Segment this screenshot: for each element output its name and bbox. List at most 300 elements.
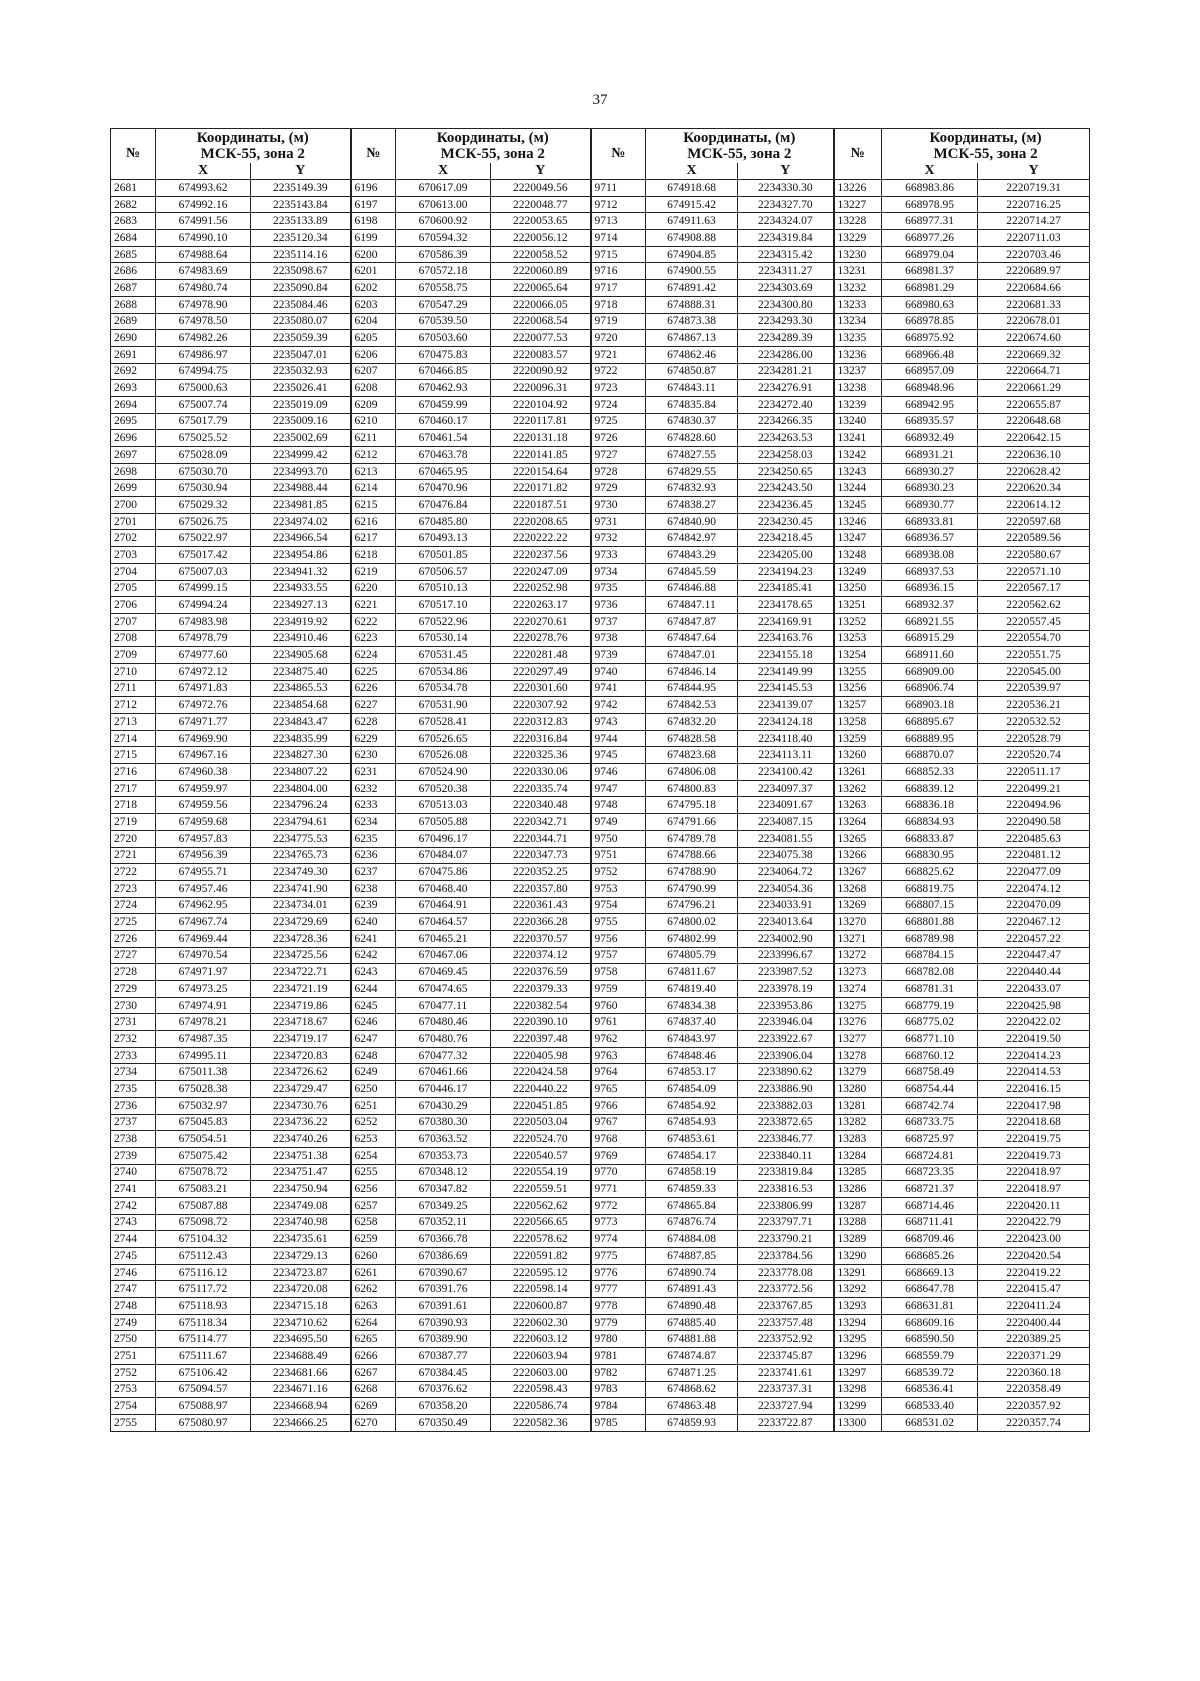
y-coordinate-cell: 2220411.24 — [978, 1298, 1090, 1315]
x-coordinate-cell: 668937.53 — [882, 563, 978, 580]
point-number-cell: 6256 — [351, 1181, 396, 1198]
x-coordinate-cell: 674854.93 — [646, 1114, 738, 1131]
point-number-cell: 9738 — [591, 630, 646, 647]
point-number-cell: 6260 — [351, 1248, 396, 1265]
point-number-cell: 9762 — [591, 1031, 646, 1048]
x-coordinate-cell: 670510.13 — [396, 580, 491, 597]
x-coordinate-cell: 674795.18 — [646, 797, 738, 814]
x-coordinate-cell: 675025.52 — [156, 430, 251, 447]
y-coordinate-cell: 2220557.45 — [978, 613, 1090, 630]
x-coordinate-cell: 668784.15 — [882, 947, 978, 964]
header-number: № — [111, 129, 156, 180]
y-coordinate-cell: 2234300.80 — [738, 296, 834, 313]
point-number-cell: 9765 — [591, 1081, 646, 1098]
point-number-cell: 2709 — [111, 647, 156, 664]
point-number-cell: 13299 — [834, 1398, 882, 1415]
table-row — [111, 513, 1090, 530]
x-coordinate-cell: 675098.72 — [156, 1214, 251, 1231]
point-number-cell: 13235 — [834, 330, 882, 347]
y-coordinate-cell: 2220397.48 — [491, 1031, 591, 1048]
point-number-cell: 13284 — [834, 1147, 882, 1164]
header-number: № — [351, 129, 396, 180]
y-coordinate-cell: 2233757.48 — [738, 1314, 834, 1331]
y-coordinate-cell: 2220532.52 — [978, 714, 1090, 731]
point-number-cell: 13249 — [834, 563, 882, 580]
point-number-cell: 2713 — [111, 714, 156, 731]
point-number-cell: 6236 — [351, 847, 396, 864]
table-row — [111, 613, 1090, 630]
y-coordinate-cell: 2234854.68 — [251, 697, 351, 714]
point-number-cell: 2746 — [111, 1264, 156, 1281]
x-coordinate-cell: 674885.40 — [646, 1314, 738, 1331]
y-coordinate-cell: 2234124.18 — [738, 714, 834, 731]
point-number-cell: 6250 — [351, 1081, 396, 1098]
header-x: X — [156, 163, 251, 180]
point-number-cell: 6264 — [351, 1314, 396, 1331]
point-number-cell: 9746 — [591, 764, 646, 781]
y-coordinate-cell: 2220131.18 — [491, 430, 591, 447]
y-coordinate-cell: 2234688.49 — [251, 1348, 351, 1365]
point-number-cell: 13231 — [834, 263, 882, 280]
point-number-cell: 13243 — [834, 463, 882, 480]
y-coordinate-cell: 2233784.56 — [738, 1248, 834, 1265]
point-number-cell: 6263 — [351, 1298, 396, 1315]
x-coordinate-cell: 668714.46 — [882, 1197, 978, 1214]
point-number-cell: 13253 — [834, 630, 882, 647]
point-number-cell: 9727 — [591, 447, 646, 464]
x-coordinate-cell: 670464.91 — [396, 897, 491, 914]
x-coordinate-cell: 670480.46 — [396, 1014, 491, 1031]
x-coordinate-cell: 668711.41 — [882, 1214, 978, 1231]
y-coordinate-cell: 2234974.02 — [251, 513, 351, 530]
x-coordinate-cell: 675054.51 — [156, 1131, 251, 1148]
point-number-cell: 6251 — [351, 1097, 396, 1114]
x-coordinate-cell: 675106.42 — [156, 1364, 251, 1381]
y-coordinate-cell: 2220582.36 — [491, 1414, 591, 1431]
point-number-cell: 2684 — [111, 230, 156, 247]
point-number-cell: 6218 — [351, 547, 396, 564]
point-number-cell: 6199 — [351, 230, 396, 247]
point-number-cell: 9764 — [591, 1064, 646, 1081]
y-coordinate-cell: 2234230.45 — [738, 513, 834, 530]
point-number-cell: 6227 — [351, 697, 396, 714]
x-coordinate-cell: 668979.04 — [882, 246, 978, 263]
point-number-cell: 6231 — [351, 764, 396, 781]
x-coordinate-cell: 675087.88 — [156, 1197, 251, 1214]
point-number-cell: 13264 — [834, 814, 882, 831]
x-coordinate-cell: 674846.88 — [646, 580, 738, 597]
table-row — [111, 1064, 1090, 1081]
header-x: X — [882, 163, 978, 180]
y-coordinate-cell: 2234715.18 — [251, 1298, 351, 1315]
x-coordinate-cell: 674973.25 — [156, 981, 251, 998]
x-coordinate-cell: 670477.11 — [396, 997, 491, 1014]
y-coordinate-cell: 2234981.85 — [251, 497, 351, 514]
table-row — [111, 630, 1090, 647]
y-coordinate-cell: 2220065.64 — [491, 280, 591, 297]
x-coordinate-cell: 674911.63 — [646, 213, 738, 230]
x-coordinate-cell: 670459.99 — [396, 396, 491, 413]
point-number-cell: 13263 — [834, 797, 882, 814]
y-coordinate-cell: 2220056.12 — [491, 230, 591, 247]
table-row — [111, 597, 1090, 614]
x-coordinate-cell: 670474.65 — [396, 981, 491, 998]
x-coordinate-cell: 668685.26 — [882, 1248, 978, 1265]
y-coordinate-cell: 2220208.65 — [491, 513, 591, 530]
y-coordinate-cell: 2220511.17 — [978, 764, 1090, 781]
y-coordinate-cell: 2234740.98 — [251, 1214, 351, 1231]
point-number-cell: 13258 — [834, 714, 882, 731]
x-coordinate-cell: 674846.14 — [646, 663, 738, 680]
point-number-cell: 2720 — [111, 830, 156, 847]
header-y: Y — [978, 163, 1090, 180]
x-coordinate-cell: 668932.37 — [882, 597, 978, 614]
point-number-cell: 13256 — [834, 680, 882, 697]
point-number-cell: 9714 — [591, 230, 646, 247]
y-coordinate-cell: 2234718.67 — [251, 1014, 351, 1031]
x-coordinate-cell: 668870.07 — [882, 747, 978, 764]
x-coordinate-cell: 670352.11 — [396, 1214, 491, 1231]
x-coordinate-cell: 674843.29 — [646, 547, 738, 564]
x-coordinate-cell: 674971.97 — [156, 964, 251, 981]
y-coordinate-cell: 2234263.53 — [738, 430, 834, 447]
table-row — [111, 914, 1090, 931]
point-number-cell: 2707 — [111, 613, 156, 630]
x-coordinate-cell: 670464.57 — [396, 914, 491, 931]
x-coordinate-cell: 674800.02 — [646, 914, 738, 931]
y-coordinate-cell: 2234236.45 — [738, 497, 834, 514]
table-row — [111, 563, 1090, 580]
y-coordinate-cell: 2220247.09 — [491, 563, 591, 580]
point-number-cell: 6234 — [351, 814, 396, 831]
x-coordinate-cell: 670460.17 — [396, 413, 491, 430]
header-y: Y — [738, 163, 834, 180]
point-number-cell: 13260 — [834, 747, 882, 764]
point-number-cell: 2692 — [111, 363, 156, 380]
table-row — [111, 296, 1090, 313]
point-number-cell: 6207 — [351, 363, 396, 380]
y-coordinate-cell: 2234272.40 — [738, 396, 834, 413]
y-coordinate-cell: 2235143.84 — [251, 196, 351, 213]
x-coordinate-cell: 675011.38 — [156, 1064, 251, 1081]
x-coordinate-cell: 674982.26 — [156, 330, 251, 347]
point-number-cell: 13268 — [834, 880, 882, 897]
table-row — [111, 680, 1090, 697]
x-coordinate-cell: 668733.75 — [882, 1114, 978, 1131]
header-row — [111, 129, 1090, 164]
point-number-cell: 6203 — [351, 296, 396, 313]
y-coordinate-cell: 2233772.56 — [738, 1281, 834, 1298]
point-number-cell: 6242 — [351, 947, 396, 964]
table-row — [111, 764, 1090, 781]
y-coordinate-cell: 2220603.12 — [491, 1331, 591, 1348]
point-number-cell: 13272 — [834, 947, 882, 964]
y-coordinate-cell: 2234729.13 — [251, 1248, 351, 1265]
y-coordinate-cell: 2220580.67 — [978, 547, 1090, 564]
point-number-cell: 9784 — [591, 1398, 646, 1415]
x-coordinate-cell: 674992.16 — [156, 196, 251, 213]
table-row — [111, 1248, 1090, 1265]
header-coordinates — [646, 129, 834, 164]
x-coordinate-cell: 674828.58 — [646, 730, 738, 747]
point-number-cell: 6196 — [351, 180, 396, 197]
x-coordinate-cell: 670475.83 — [396, 346, 491, 363]
x-coordinate-cell: 675022.97 — [156, 530, 251, 547]
point-number-cell: 9715 — [591, 246, 646, 263]
y-coordinate-cell: 2220571.10 — [978, 563, 1090, 580]
point-number-cell: 9723 — [591, 380, 646, 397]
y-coordinate-cell: 2220237.56 — [491, 547, 591, 564]
point-number-cell: 9752 — [591, 864, 646, 881]
point-number-cell: 6233 — [351, 797, 396, 814]
point-number-cell: 2754 — [111, 1398, 156, 1415]
y-coordinate-cell: 2220536.21 — [978, 697, 1090, 714]
y-coordinate-cell: 2220171.82 — [491, 480, 591, 497]
point-number-cell: 2689 — [111, 313, 156, 330]
table-row — [111, 814, 1090, 831]
x-coordinate-cell: 668724.81 — [882, 1147, 978, 1164]
y-coordinate-cell: 2220360.18 — [978, 1364, 1090, 1381]
y-coordinate-cell: 2234735.61 — [251, 1231, 351, 1248]
point-number-cell: 2698 — [111, 463, 156, 480]
x-coordinate-cell: 674970.54 — [156, 947, 251, 964]
y-coordinate-cell: 2234185.41 — [738, 580, 834, 597]
x-coordinate-cell: 674884.08 — [646, 1231, 738, 1248]
x-coordinate-cell: 668933.81 — [882, 513, 978, 530]
x-coordinate-cell: 670465.21 — [396, 930, 491, 947]
point-number-cell: 6223 — [351, 630, 396, 647]
point-number-cell: 13292 — [834, 1281, 882, 1298]
y-coordinate-cell: 2220335.74 — [491, 780, 591, 797]
point-number-cell: 6224 — [351, 647, 396, 664]
point-number-cell: 6215 — [351, 497, 396, 514]
table-row — [111, 747, 1090, 764]
point-number-cell: 9728 — [591, 463, 646, 480]
point-number-cell: 13226 — [834, 180, 882, 197]
table-row — [111, 947, 1090, 964]
x-coordinate-cell: 674969.90 — [156, 730, 251, 747]
y-coordinate-cell: 2235002.69 — [251, 430, 351, 447]
point-number-cell: 13257 — [834, 697, 882, 714]
x-coordinate-cell: 668536.41 — [882, 1381, 978, 1398]
point-number-cell: 2755 — [111, 1414, 156, 1431]
x-coordinate-cell: 674974.91 — [156, 997, 251, 1014]
y-coordinate-cell: 2234729.47 — [251, 1081, 351, 1098]
point-number-cell: 2730 — [111, 997, 156, 1014]
x-coordinate-cell: 674789.78 — [646, 830, 738, 847]
point-number-cell: 13286 — [834, 1181, 882, 1198]
point-number-cell: 13275 — [834, 997, 882, 1014]
y-coordinate-cell: 2220330.06 — [491, 764, 591, 781]
y-coordinate-cell: 2220347.73 — [491, 847, 591, 864]
point-number-cell: 2747 — [111, 1281, 156, 1298]
x-coordinate-cell: 674978.79 — [156, 630, 251, 647]
point-number-cell: 2722 — [111, 864, 156, 881]
point-number-cell: 9712 — [591, 196, 646, 213]
point-number-cell: 6240 — [351, 914, 396, 931]
y-coordinate-cell: 2220598.43 — [491, 1381, 591, 1398]
point-number-cell: 2724 — [111, 897, 156, 914]
y-coordinate-cell: 2220419.22 — [978, 1264, 1090, 1281]
y-coordinate-cell: 2234286.00 — [738, 346, 834, 363]
table-row — [111, 380, 1090, 397]
header-system-label: МСК-55, зона 2 — [687, 146, 792, 162]
y-coordinate-cell: 2234993.70 — [251, 463, 351, 480]
point-number-cell: 6204 — [351, 313, 396, 330]
point-number-cell: 6266 — [351, 1348, 396, 1365]
point-number-cell: 6222 — [351, 613, 396, 630]
x-coordinate-cell: 668975.92 — [882, 330, 978, 347]
y-coordinate-cell: 2220716.25 — [978, 196, 1090, 213]
x-coordinate-cell: 668631.81 — [882, 1298, 978, 1315]
x-coordinate-cell: 674957.46 — [156, 880, 251, 897]
x-coordinate-cell: 670586.39 — [396, 246, 491, 263]
point-number-cell: 9757 — [591, 947, 646, 964]
y-coordinate-cell: 2233906.04 — [738, 1047, 834, 1064]
point-number-cell: 6209 — [351, 396, 396, 413]
x-coordinate-cell: 674863.48 — [646, 1398, 738, 1415]
x-coordinate-cell: 670531.90 — [396, 697, 491, 714]
x-coordinate-cell: 670530.14 — [396, 630, 491, 647]
point-number-cell: 13274 — [834, 981, 882, 998]
x-coordinate-cell: 674983.98 — [156, 613, 251, 630]
y-coordinate-cell: 2220603.00 — [491, 1364, 591, 1381]
point-number-cell: 2700 — [111, 497, 156, 514]
y-coordinate-cell: 2233846.77 — [738, 1131, 834, 1148]
point-number-cell: 13280 — [834, 1081, 882, 1098]
x-coordinate-cell: 670391.61 — [396, 1298, 491, 1315]
point-number-cell: 2681 — [111, 180, 156, 197]
y-coordinate-cell: 2220551.75 — [978, 647, 1090, 664]
table-row — [111, 530, 1090, 547]
x-coordinate-cell: 674991.56 — [156, 213, 251, 230]
x-coordinate-cell: 670384.45 — [396, 1364, 491, 1381]
table-row — [111, 1231, 1090, 1248]
x-coordinate-cell: 674847.11 — [646, 597, 738, 614]
table-row — [111, 780, 1090, 797]
point-number-cell: 9743 — [591, 714, 646, 731]
y-coordinate-cell: 2220681.33 — [978, 296, 1090, 313]
y-coordinate-cell: 2220711.03 — [978, 230, 1090, 247]
x-coordinate-cell: 670376.62 — [396, 1381, 491, 1398]
y-coordinate-cell: 2234194.23 — [738, 563, 834, 580]
y-coordinate-cell: 2220417.98 — [978, 1097, 1090, 1114]
table-row — [111, 1047, 1090, 1064]
y-coordinate-cell: 2235059.39 — [251, 330, 351, 347]
y-coordinate-cell: 2220422.02 — [978, 1014, 1090, 1031]
point-number-cell: 2739 — [111, 1147, 156, 1164]
y-coordinate-cell: 2235133.89 — [251, 213, 351, 230]
point-number-cell: 9775 — [591, 1248, 646, 1265]
point-number-cell: 13297 — [834, 1364, 882, 1381]
point-number-cell: 9713 — [591, 213, 646, 230]
y-coordinate-cell: 2220554.19 — [491, 1164, 591, 1181]
y-coordinate-cell: 2235120.34 — [251, 230, 351, 247]
y-coordinate-cell: 2220440.44 — [978, 964, 1090, 981]
point-number-cell: 9730 — [591, 497, 646, 514]
x-coordinate-cell: 668830.95 — [882, 847, 978, 864]
point-number-cell: 13269 — [834, 897, 882, 914]
y-coordinate-cell: 2220083.57 — [491, 346, 591, 363]
x-coordinate-cell: 668906.74 — [882, 680, 978, 697]
x-coordinate-cell: 674959.56 — [156, 797, 251, 814]
y-coordinate-cell: 2233790.21 — [738, 1231, 834, 1248]
point-number-cell: 9725 — [591, 413, 646, 430]
y-coordinate-cell: 2220603.94 — [491, 1348, 591, 1365]
point-number-cell: 6238 — [351, 880, 396, 897]
y-coordinate-cell: 2220390.10 — [491, 1014, 591, 1031]
y-coordinate-cell: 2233996.67 — [738, 947, 834, 964]
y-coordinate-cell: 2234243.50 — [738, 480, 834, 497]
x-coordinate-cell: 674890.74 — [646, 1264, 738, 1281]
x-coordinate-cell: 670468.40 — [396, 880, 491, 897]
y-coordinate-cell: 2220719.31 — [978, 180, 1090, 197]
y-coordinate-cell: 2234145.53 — [738, 680, 834, 697]
x-coordinate-cell: 674847.87 — [646, 613, 738, 630]
x-coordinate-cell: 674850.87 — [646, 363, 738, 380]
header-coordinates-label: Координаты, (м) — [436, 130, 549, 146]
y-coordinate-cell: 2234163.76 — [738, 630, 834, 647]
point-number-cell: 13270 — [834, 914, 882, 931]
y-coordinate-cell: 2220090.92 — [491, 363, 591, 380]
y-coordinate-cell: 2220316.84 — [491, 730, 591, 747]
y-coordinate-cell: 2220420.54 — [978, 1248, 1090, 1265]
x-coordinate-cell: 674969.44 — [156, 930, 251, 947]
point-number-cell: 13230 — [834, 246, 882, 263]
x-coordinate-cell: 674829.55 — [646, 463, 738, 480]
x-coordinate-cell: 670501.85 — [396, 547, 491, 564]
y-coordinate-cell: 2220263.17 — [491, 597, 591, 614]
point-number-cell: 6237 — [351, 864, 396, 881]
point-number-cell: 6254 — [351, 1147, 396, 1164]
y-coordinate-cell: 2220674.60 — [978, 330, 1090, 347]
table-row — [111, 797, 1090, 814]
point-number-cell: 6270 — [351, 1414, 396, 1431]
x-coordinate-cell: 675032.97 — [156, 1097, 251, 1114]
y-coordinate-cell: 2220589.56 — [978, 530, 1090, 547]
table-row — [111, 263, 1090, 280]
y-coordinate-cell: 2220477.09 — [978, 864, 1090, 881]
point-number-cell: 9711 — [591, 180, 646, 197]
x-coordinate-cell: 668983.86 — [882, 180, 978, 197]
table-row — [111, 1197, 1090, 1214]
x-coordinate-cell: 668930.23 — [882, 480, 978, 497]
x-coordinate-cell: 668977.31 — [882, 213, 978, 230]
x-coordinate-cell: 674802.99 — [646, 930, 738, 947]
x-coordinate-cell: 674900.55 — [646, 263, 738, 280]
y-coordinate-cell: 2234311.27 — [738, 263, 834, 280]
point-number-cell: 6245 — [351, 997, 396, 1014]
point-number-cell: 13251 — [834, 597, 882, 614]
table-row — [111, 1114, 1090, 1131]
point-number-cell: 9776 — [591, 1264, 646, 1281]
y-coordinate-cell: 2220591.82 — [491, 1248, 591, 1265]
y-coordinate-cell: 2220382.54 — [491, 997, 591, 1014]
y-coordinate-cell: 2234281.21 — [738, 363, 834, 380]
x-coordinate-cell: 670531.45 — [396, 647, 491, 664]
y-coordinate-cell: 2234722.71 — [251, 964, 351, 981]
y-coordinate-cell: 2220340.48 — [491, 797, 591, 814]
point-number-cell: 6269 — [351, 1398, 396, 1415]
y-coordinate-cell: 2220418.97 — [978, 1164, 1090, 1181]
point-number-cell: 2691 — [111, 346, 156, 363]
point-number-cell: 6202 — [351, 280, 396, 297]
y-coordinate-cell: 2220628.42 — [978, 463, 1090, 480]
point-number-cell: 9763 — [591, 1047, 646, 1064]
y-coordinate-cell: 2234330.30 — [738, 180, 834, 197]
point-number-cell: 2736 — [111, 1097, 156, 1114]
x-coordinate-cell: 674844.95 — [646, 680, 738, 697]
